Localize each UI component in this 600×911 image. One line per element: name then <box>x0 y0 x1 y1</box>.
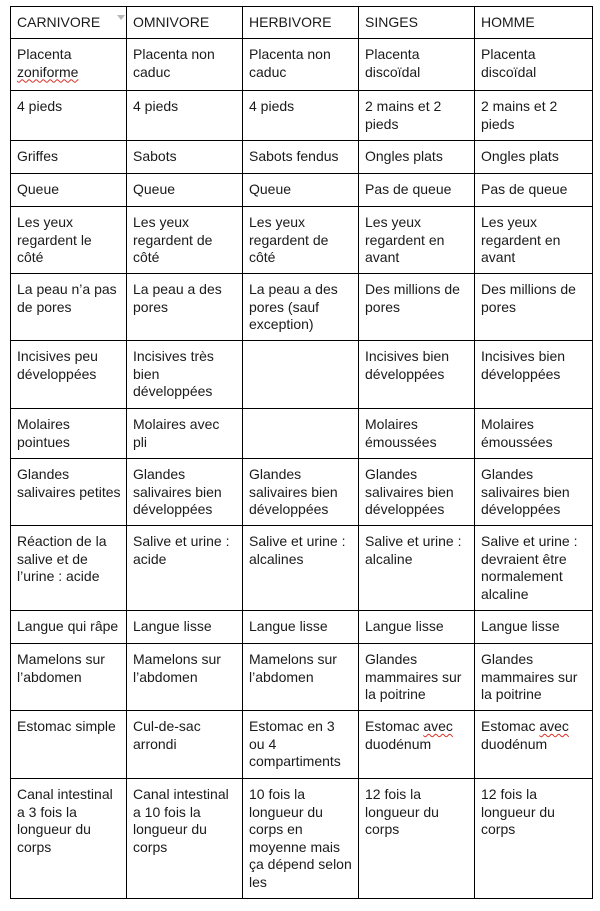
table-row <box>11 526 593 611</box>
cell-text: Pas de queue <box>481 181 568 197</box>
header-cell[interactable] <box>11 7 127 39</box>
table-cell[interactable] <box>475 526 593 611</box>
table-cell[interactable] <box>475 409 593 459</box>
table-cell[interactable] <box>127 141 243 174</box>
table-cell[interactable] <box>243 341 359 409</box>
table-cell[interactable] <box>243 207 359 274</box>
cell-text: Salive et urine : acide <box>133 533 230 567</box>
table-cell[interactable] <box>11 459 127 526</box>
cell-text: Estomac avec duodénum <box>365 718 453 752</box>
cell-text: Glandes mammaires sur la poitrine <box>481 651 578 702</box>
cell-text: Placenta zoniforme <box>17 46 79 80</box>
cell-text: Incisives bien développées <box>481 348 566 382</box>
cell-text: 2 mains et 2 pieds <box>481 98 558 132</box>
table-row <box>11 644 593 711</box>
table-row <box>11 779 593 899</box>
table-cell[interactable] <box>359 711 475 779</box>
cell-text: Estomac simple <box>17 718 116 734</box>
table-cell[interactable] <box>475 207 593 274</box>
table-cell[interactable] <box>243 644 359 711</box>
cell-text: Glandes mammaires sur la poitrine <box>365 651 462 702</box>
header-carnivore: CARNIVORE <box>17 14 101 30</box>
cell-text: La peau a des pores (sauf exception) <box>249 281 338 332</box>
table-cell[interactable] <box>359 341 475 409</box>
cell-text: 12 fois la longueur du corps <box>365 786 439 837</box>
cell-text: Glandes salivaires bien développées <box>365 466 454 517</box>
table-cell[interactable] <box>359 526 475 611</box>
cell-text: Mamelons sur l’abdomen <box>17 651 105 685</box>
table-cell[interactable] <box>359 91 475 141</box>
spellcheck-underline: avec <box>423 718 453 734</box>
cell-text: Molaires émoussées <box>481 416 553 450</box>
cell-text: Queue <box>133 181 176 197</box>
table-cell[interactable] <box>11 39 127 91</box>
spellcheck-underline: avec <box>539 718 569 734</box>
table-cell[interactable] <box>359 459 475 526</box>
cell-text: Cul-de-sac arrondi <box>133 718 201 752</box>
table-cell[interactable] <box>11 174 127 207</box>
cell-text: Incisives peu développées <box>17 348 98 382</box>
table-cell[interactable] <box>11 611 127 644</box>
cell-text: Des millions de pores <box>481 281 576 315</box>
table-row <box>11 711 593 779</box>
table-cell[interactable] <box>243 779 359 899</box>
table-row <box>11 141 593 174</box>
table-cell[interactable] <box>359 174 475 207</box>
table-row <box>11 274 593 341</box>
table-cell[interactable] <box>243 39 359 91</box>
cell-text: Incisives bien développées <box>365 348 450 382</box>
cell-text: Incisives très bien développées <box>133 348 214 399</box>
cell-text: Ongles plats <box>481 148 559 164</box>
cell-text: Glandes salivaires bien développées <box>133 466 222 517</box>
table-cell[interactable] <box>11 91 127 141</box>
cell-text: Mamelons sur l’abdomen <box>249 651 337 685</box>
table-cell[interactable] <box>359 274 475 341</box>
cell-text: Ongles plats <box>365 148 443 164</box>
cell-text: Estomac avec duodénum <box>481 718 569 752</box>
table-cell[interactable] <box>127 91 243 141</box>
cell-text: Langue lisse <box>365 618 444 634</box>
table-body <box>11 7 593 899</box>
table-cell[interactable] <box>359 207 475 274</box>
cell-text: Molaires avec pli <box>133 416 220 450</box>
header-cell[interactable] <box>359 7 475 39</box>
cell-text: Griffes <box>17 148 58 164</box>
table-cell[interactable] <box>475 174 593 207</box>
table-cell[interactable] <box>11 409 127 459</box>
table-cell[interactable] <box>475 91 593 141</box>
table-cell[interactable] <box>127 526 243 611</box>
table-cell[interactable] <box>475 644 593 711</box>
header-cell[interactable] <box>243 7 359 39</box>
table-cell[interactable] <box>359 141 475 174</box>
table-cell[interactable] <box>11 711 127 779</box>
table-cell[interactable] <box>11 526 127 611</box>
cell-text: Des millions de pores <box>365 281 460 315</box>
table-row <box>11 207 593 274</box>
table-cell[interactable] <box>127 611 243 644</box>
table-cell[interactable] <box>359 611 475 644</box>
cell-text: Mamelons sur l’abdomen <box>133 651 221 685</box>
table-row <box>11 341 593 409</box>
column-menu-icon <box>117 15 125 20</box>
table-row <box>11 39 593 91</box>
cell-text: Les yeux regardent en avant <box>365 214 445 265</box>
table-cell[interactable] <box>127 779 243 899</box>
cell-text: Queue <box>17 181 60 197</box>
header-herbivore: HERBIVORE <box>249 14 332 30</box>
table-cell[interactable] <box>243 711 359 779</box>
table-cell[interactable] <box>127 644 243 711</box>
cell-text: Sabots <box>133 148 177 164</box>
table-cell[interactable] <box>475 274 593 341</box>
table-cell[interactable] <box>475 779 593 899</box>
cell-text: Placenta discoïdal <box>365 46 421 80</box>
header-row <box>11 7 593 39</box>
header-omnivore: OMNIVORE <box>133 14 210 30</box>
table-cell[interactable] <box>359 779 475 899</box>
table-row <box>11 459 593 526</box>
table-row <box>11 91 593 141</box>
table-cell[interactable] <box>243 91 359 141</box>
cell-text: Glandes salivaires bien développées <box>481 466 570 517</box>
cell-text: 4 pieds <box>133 98 179 114</box>
spellcheck-underline: zoniforme <box>17 63 79 80</box>
cell-text: 12 fois la longueur du corps <box>481 786 555 837</box>
table-cell[interactable] <box>127 207 243 274</box>
table-cell[interactable] <box>11 644 127 711</box>
table-cell[interactable] <box>359 409 475 459</box>
table-cell[interactable] <box>127 274 243 341</box>
cell-text: Réaction de la salive et de l’urine : acide <box>17 533 107 584</box>
header-singes: SINGES <box>365 14 418 30</box>
table-cell[interactable] <box>127 459 243 526</box>
comparison-table-container <box>10 6 593 899</box>
table-cell[interactable] <box>11 274 127 341</box>
cell-text: Langue qui râpe <box>17 618 119 634</box>
cell-text: Sabots fendus <box>249 148 339 164</box>
table-cell[interactable] <box>127 39 243 91</box>
cell-text: 4 pieds <box>17 98 63 114</box>
table-row <box>11 174 593 207</box>
cell-text: Canal intestinal a 10 fois la longueur du corps <box>133 786 229 855</box>
cell-text: Queue <box>249 181 292 197</box>
cell-text: Pas de queue <box>365 181 452 197</box>
cell-text: Langue lisse <box>249 618 328 634</box>
table-cell[interactable] <box>11 141 127 174</box>
cell-text: 2 mains et 2 pieds <box>365 98 442 132</box>
table-cell[interactable] <box>475 611 593 644</box>
header-cell[interactable] <box>127 7 243 39</box>
cell-text: Glandes salivaires bien développées <box>249 466 338 517</box>
table-cell[interactable] <box>11 779 127 899</box>
cell-text: Molaires pointues <box>17 416 70 450</box>
table-cell[interactable] <box>243 141 359 174</box>
header-homme: HOMME <box>481 14 535 30</box>
table-cell[interactable] <box>11 207 127 274</box>
cell-text: Salive et urine : alcaline <box>365 533 462 567</box>
cell-text: Les yeux regardent de côté <box>133 214 213 265</box>
header-cell[interactable] <box>475 7 593 39</box>
cell-text: Glandes salivaires petites <box>17 466 121 500</box>
table-cell[interactable] <box>475 711 593 779</box>
table-cell[interactable] <box>243 174 359 207</box>
table-cell[interactable] <box>11 341 127 409</box>
cell-text: La peau a des pores <box>133 281 222 315</box>
cell-text: Molaires émoussées <box>365 416 437 450</box>
cell-text: La peau n’a pas de pores <box>17 281 117 315</box>
cell-text: Placenta non caduc <box>249 46 331 80</box>
table-row <box>11 611 593 644</box>
cell-text: Langue lisse <box>133 618 212 634</box>
table-cell[interactable] <box>359 39 475 91</box>
cell-text: 4 pieds <box>249 98 295 114</box>
table-cell[interactable] <box>243 274 359 341</box>
table-cell[interactable] <box>127 341 243 409</box>
table-row <box>11 409 593 459</box>
cell-text: Placenta non caduc <box>133 46 215 80</box>
table-cell[interactable] <box>243 611 359 644</box>
table-cell[interactable] <box>475 39 593 91</box>
table-cell[interactable] <box>475 141 593 174</box>
table-cell[interactable] <box>359 644 475 711</box>
cell-text: Les yeux regardent en avant <box>481 214 561 265</box>
table-cell[interactable] <box>127 711 243 779</box>
cell-text: Les yeux regardent le côté <box>17 214 92 265</box>
table-cell[interactable] <box>243 409 359 459</box>
table-cell[interactable] <box>243 459 359 526</box>
table-cell[interactable] <box>127 409 243 459</box>
cell-text: Canal intestinal a 3 fois la longueur du corps <box>17 786 113 855</box>
table-cell[interactable] <box>127 174 243 207</box>
table-cell[interactable] <box>475 341 593 409</box>
cell-text: Langue lisse <box>481 618 560 634</box>
cell-text: Estomac en 3 ou 4 compartiments <box>249 718 341 769</box>
cell-text: Salive et urine : alcalines <box>249 533 346 567</box>
table-cell[interactable] <box>475 459 593 526</box>
table-cell[interactable] <box>243 526 359 611</box>
cell-text: Salive et urine : devraient être normalement alcaline <box>481 533 578 602</box>
comparison-table <box>10 6 593 899</box>
cell-text: Les yeux regardent de côté <box>249 214 329 265</box>
cell-text: 10 fois la longueur du corps en moyenne mais ça dépend selon les <box>249 786 352 890</box>
cell-text: Placenta discoïdal <box>481 46 537 80</box>
